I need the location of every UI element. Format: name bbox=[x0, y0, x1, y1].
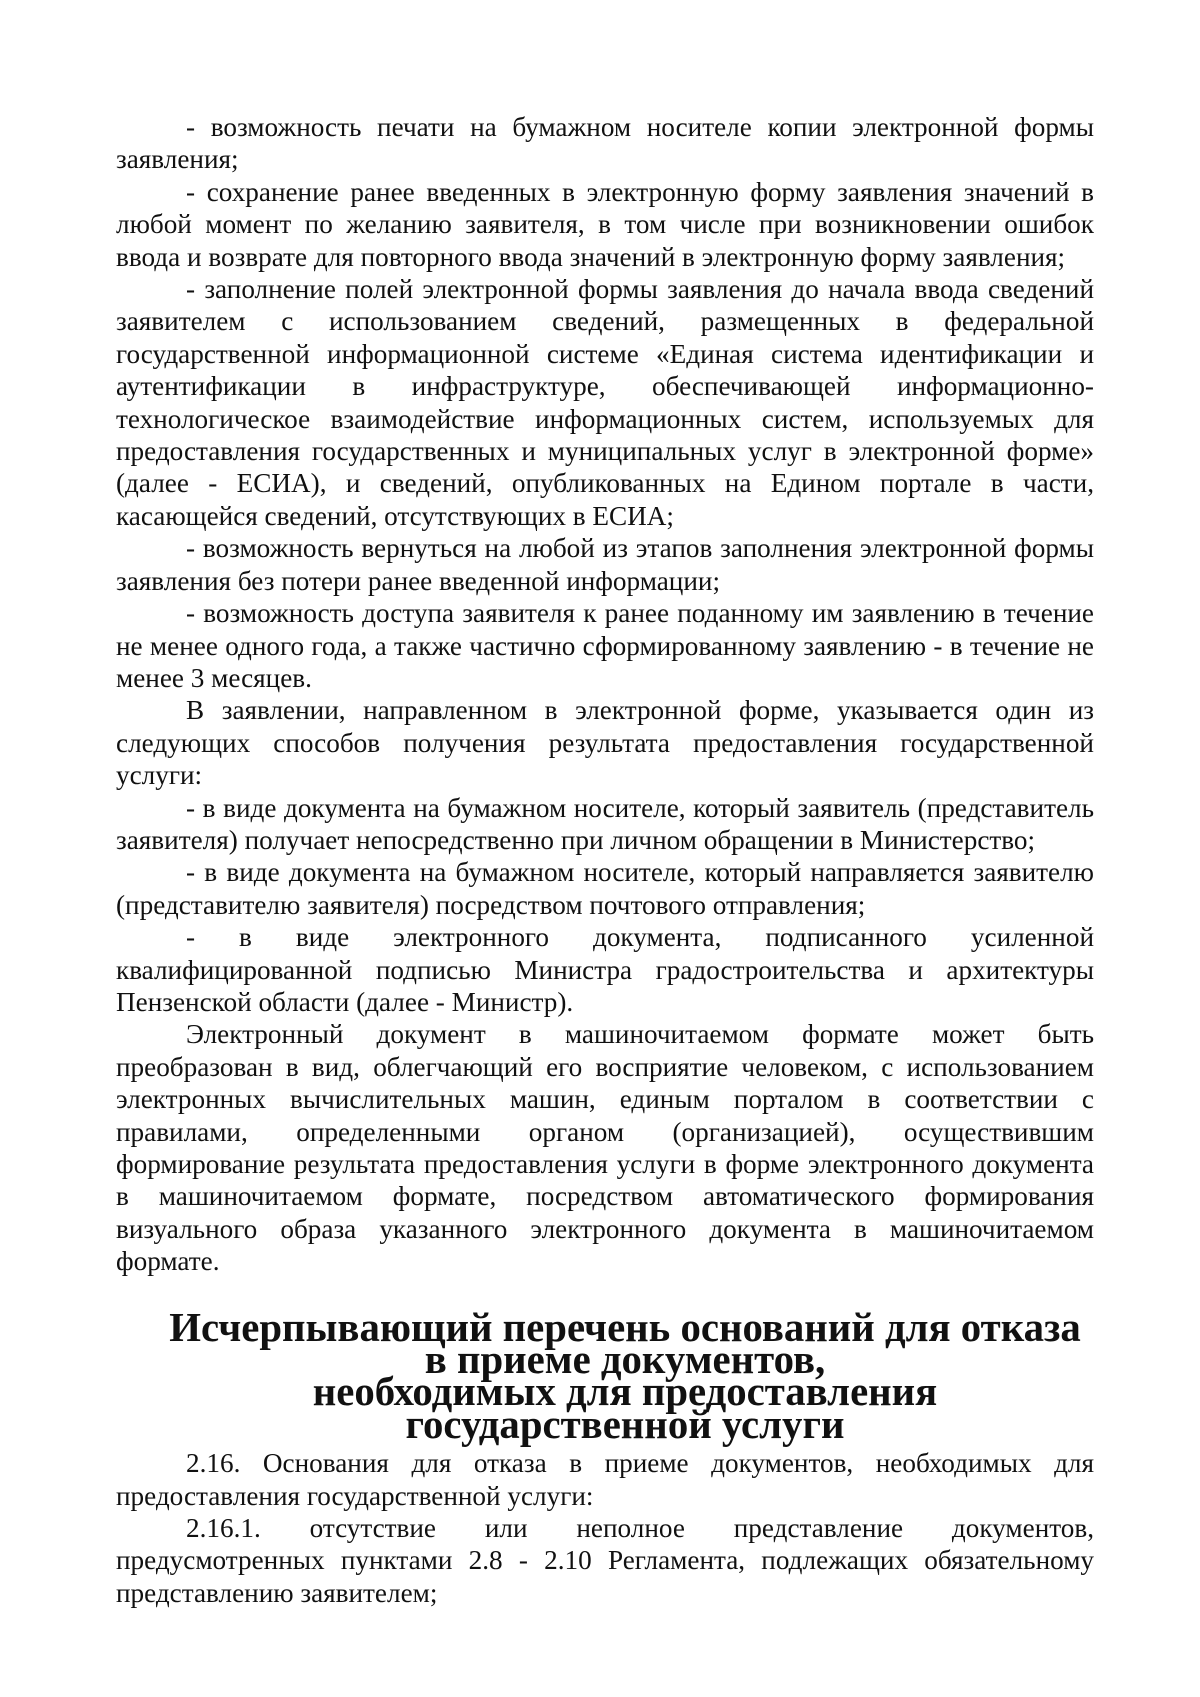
section-heading-line-2: необходимых для предоставления государственной услуги bbox=[312, 1369, 938, 1447]
paragraph-access-period: - возможность доступа заявителя к ранее поданному им заявлению в течение не менее одного года, а также частично сформированному заявлению - в течение не менее 3 месяцев. bbox=[116, 598, 1094, 693]
paragraph-electronic-document: - в виде электронного документа, подписанного усиленной квалифицированной подписью Министра градостроительства и архитектуры Пензенской области (далее - Министр). bbox=[116, 922, 1094, 1017]
section-heading-line-1: Исчерпывающий перечень оснований для отказа в приеме документов, bbox=[169, 1304, 1081, 1383]
paragraph-print-option: - возможность печати на бумажном носителе копии электронной формы заявления; bbox=[116, 112, 1094, 175]
paragraph-save-values: - сохранение ранее введенных в электронную форму заявления значений в любой момент по желанию заявителя, в том числе при возникновении ошибок ввода и возврате для повторного ввода значений в электронную форму заявления; bbox=[116, 176, 1094, 272]
section-heading bbox=[116, 1304, 1094, 1447]
paragraph-machine-readable: Электронный документ в машиночитаемом формате может быть преобразован в вид, облегчающий его восприятие человеком, с использованием электронных вычислительных машин, единым порталом в соответствии с правилами, определенными органом (организацией), осуществившим формирование результата предоставления услуги в форме электронного документа в машиночитаемом формате, посредством автоматического формирования визуального образа указанного электронного документа в машиночитаемом формате. bbox=[116, 1019, 1094, 1277]
document-page bbox=[116, 111, 1094, 1609]
paragraph-paper-by-mail: - в виде документа на бумажном носителе, который направляется заявителю (представителю заявителя) посредством почтового отправления; bbox=[116, 857, 1094, 920]
paragraph-paper-in-person: - в виде документа на бумажном носителе, который заявитель (представитель заявителя) получает непосредственно при личном обращении в Министерство; bbox=[116, 792, 1094, 855]
paragraph-2-16-1: 2.16.1. отсутствие или неполное представление документов, предусмотренных пунктами 2.8 - 2.10 Регламента, подлежащих обязательному представлению заявителем; bbox=[116, 1513, 1094, 1608]
paragraph-result-methods: В заявлении, направленном в электронной форме, указывается один из следующих способов получения результата предоставления государственной услуги: bbox=[116, 695, 1094, 791]
paragraph-2-16: 2.16. Основания для отказа в приеме документов, необходимых для предоставления государственной услуги: bbox=[116, 1448, 1094, 1511]
paragraph-autofill-esia: - заполнение полей электронной формы заявления до начала ввода сведений заявителем с использованием сведений, размещенных в федеральной государственной информационной системе «Единая система идентификации и аутентификации в инфраструктуре, обеспечивающей информационно-технологическое взаимодействие информационных систем, используемых для предоставления государственных и муниципальных услуг в электронной форме» (далее - ЕСИА), и сведений, опубликованных на Едином портале в части, касающейся сведений, отсутствующих в ЕСИА; bbox=[116, 274, 1094, 531]
paragraph-return-to-step: - возможность вернуться на любой из этапов заполнения электронной формы заявления без потери ранее введенной информации; bbox=[116, 533, 1094, 596]
